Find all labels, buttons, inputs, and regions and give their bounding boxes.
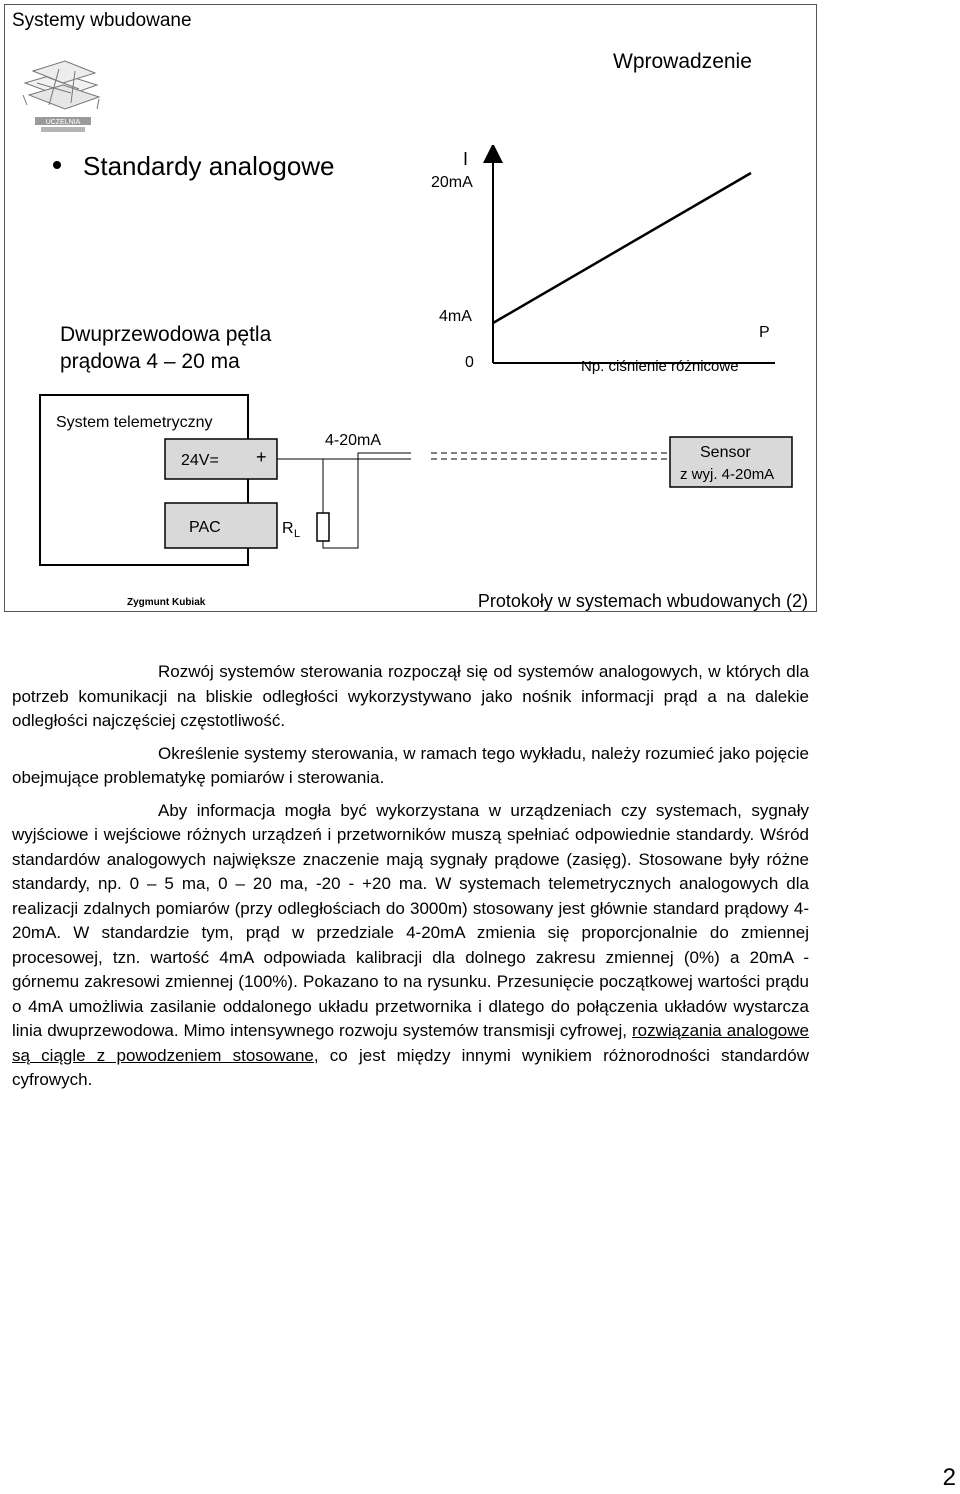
paragraph-3: [12, 799, 809, 1093]
paragraph-3-main: Aby informacja mogła być wykorzystana w urządzeniach czy systemach, sygnały wyjściowe i wejściowe różnych urządzeń i przetworników muszą spełniać odpowiednie standardy. Wśród standardów analogowych największe znaczenie mają sygnały prądowe (zasięg). Stosowane były różne standardy, np. 0 – 5 ma, 0 – 20 ma, -20 - +20 ma. W systemach telemetrycznych analogowych dla realizacji zdalnych pomiarów (przy odległościach do 3000m) stosowany jest głównie standard prądowy 4-20mA. W standardzie tym, prąd w przedziale 4-20mA zmienia się proporcjonalnie do zmiennej procesowej, tzn. wartość 4mA odpowiada kalibracji dla dolnego zakresu zmiennej (0%) a 20mA - górnemu zakresowi zmiennej (100%). Pokazano to na rysunku. Przesunięcie początkowej wartości prądu o 4mA umożliwia zasilanie oddalonego układu przetwornika i dlatego do połączenia układów wystarcza linia dwuprzewodowa. Mimo intensywnego rozwoju systemów transmisji cyfrowej,: [12, 800, 809, 1040]
y-mid-label: 4mA: [439, 308, 472, 325]
resistor-icon: [317, 513, 329, 541]
pac-label: PAC: [189, 519, 221, 536]
footer-author: Zygmunt Kubiak: [127, 597, 206, 608]
pac-box: [165, 503, 277, 548]
x-caption: Np. ciśnienie różnicowe: [581, 358, 739, 375]
bullet-title: [53, 151, 335, 182]
page-number: 2: [942, 1464, 956, 1491]
bullet-title-text: Standardy analogowe: [83, 151, 335, 181]
paragraph-2: Określenie systemy sterowania, w ramach tego wykładu, należy rozumieć jako pojęcie obejmujące problematykę pomiarów i sterowania.: [12, 743, 809, 787]
slide-frame: [4, 4, 817, 612]
current-label: 4-20mA: [325, 432, 382, 449]
current-graph: [415, 145, 795, 381]
plus-sign: +: [256, 447, 267, 467]
slide-section: Wprowadzenie: [613, 50, 752, 73]
y-top-label: 20mA: [431, 174, 473, 191]
sensor-label: Sensor: [700, 444, 751, 461]
wire-supply-to-resistor: [277, 459, 323, 513]
resistor-label: [282, 520, 300, 540]
resistor-label-r: R: [282, 520, 294, 537]
bullet-dot-icon: [53, 161, 61, 169]
uczelnia-logo-icon: [19, 43, 103, 135]
paragraph-3-underlined: rozwiązania analogowe są ciągle z powodzeniem stosowane: [12, 1021, 809, 1065]
logo-text: UCZELNIA: [45, 119, 81, 126]
paragraph-1: Rozwój systemów sterowania rozpoczął się od systemów analogowych, w których dla potrzeb komunikacji na bliskie odległości wykorzystywano jako nośnik informacji prąd a na dalekie odległości najczęściej częstotliwość.: [12, 662, 809, 730]
footer-title: Protokoły w systemach wbudowanych (2): [477, 591, 808, 611]
system-title: System telemetryczny: [56, 414, 213, 431]
y-zero-label: 0: [465, 354, 474, 371]
slide-topic: Systemy wbudowane: [12, 10, 192, 31]
supply-label: 24V=: [181, 452, 219, 469]
circuit-diagram: [38, 393, 798, 573]
y-axis-label: I: [463, 149, 469, 169]
wire-return: [323, 453, 411, 548]
linear-characteristic-line: [493, 173, 751, 323]
paragraph-3-tail: , co jest między innymi wynikiem różnorodności standardów cyfrowych.: [12, 1045, 809, 1089]
x-axis-label: P: [759, 324, 770, 341]
resistor-label-sub: L: [294, 528, 301, 540]
loop-label: Dwuprzewodowa pętla prądowa 4 – 20 ma: [60, 323, 272, 373]
sensor-output: z wyj. 4-20mA: [680, 466, 775, 483]
body-text: [12, 660, 809, 1101]
